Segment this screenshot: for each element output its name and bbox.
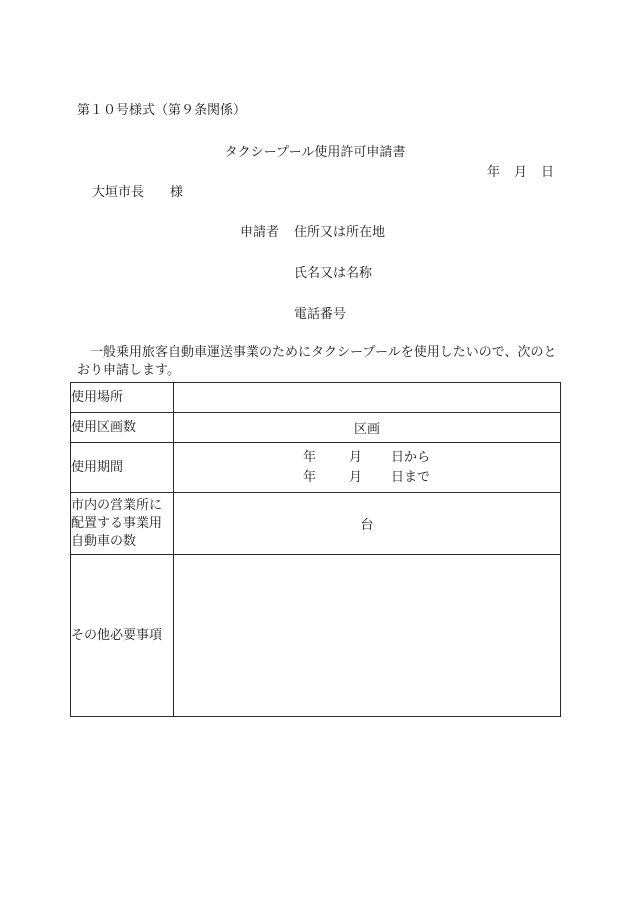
date-month: 月 — [513, 165, 527, 180]
date-day: 日 — [540, 165, 554, 180]
phone-label: 電話番号 — [294, 307, 347, 322]
units-suffix: 区画 — [353, 422, 380, 437]
table-row — [71, 383, 561, 413]
period-value[interactable] — [174, 443, 561, 493]
table-row — [71, 493, 561, 555]
name-label: 氏名又は名称 — [294, 266, 373, 281]
units-label: 使用区画数 — [71, 413, 174, 443]
addressee-honorific: 様 — [170, 185, 184, 200]
table-row — [71, 443, 561, 493]
location-value[interactable] — [174, 383, 561, 413]
form-number: 第１０号様式（第９条関係） — [77, 103, 247, 118]
body-text: 一般乗用旅客自動車運送事業のためにタクシープールを使用したいので、次のとおり申請します。 — [77, 345, 557, 378]
vehicles-value[interactable] — [174, 493, 561, 555]
location-label: 使用場所 — [71, 383, 174, 413]
document-title: タクシープール使用許可申請書 — [224, 145, 406, 160]
units-value[interactable] — [174, 413, 561, 443]
period-to-day: 日まで — [391, 469, 431, 485]
period-to — [174, 468, 560, 488]
vehicles-suffix: 台 — [360, 518, 374, 533]
period-from-year: 年 — [303, 449, 317, 465]
period-from-month: 月 — [349, 449, 363, 465]
other-value[interactable] — [174, 555, 561, 717]
other-label: その他必要事項 — [71, 555, 174, 717]
period-from-day: 日から — [391, 449, 431, 465]
period-from — [174, 448, 560, 468]
table-row — [71, 555, 561, 717]
addressee-name: 大垣市長 — [92, 185, 145, 200]
addressee — [92, 181, 183, 200]
applicant-label: 申請者 — [240, 225, 280, 240]
period-to-month: 月 — [349, 469, 363, 485]
date-year: 年 — [486, 165, 500, 180]
period-label: 使用期間 — [71, 443, 174, 493]
period-to-year: 年 — [303, 469, 317, 485]
table-row — [71, 413, 561, 443]
application-table — [70, 382, 561, 717]
vehicles-label: 市内の営業所に配置する事業用自動車の数 — [71, 493, 174, 555]
address-label: 住所又は所在地 — [294, 225, 386, 240]
date-line — [473, 161, 554, 180]
